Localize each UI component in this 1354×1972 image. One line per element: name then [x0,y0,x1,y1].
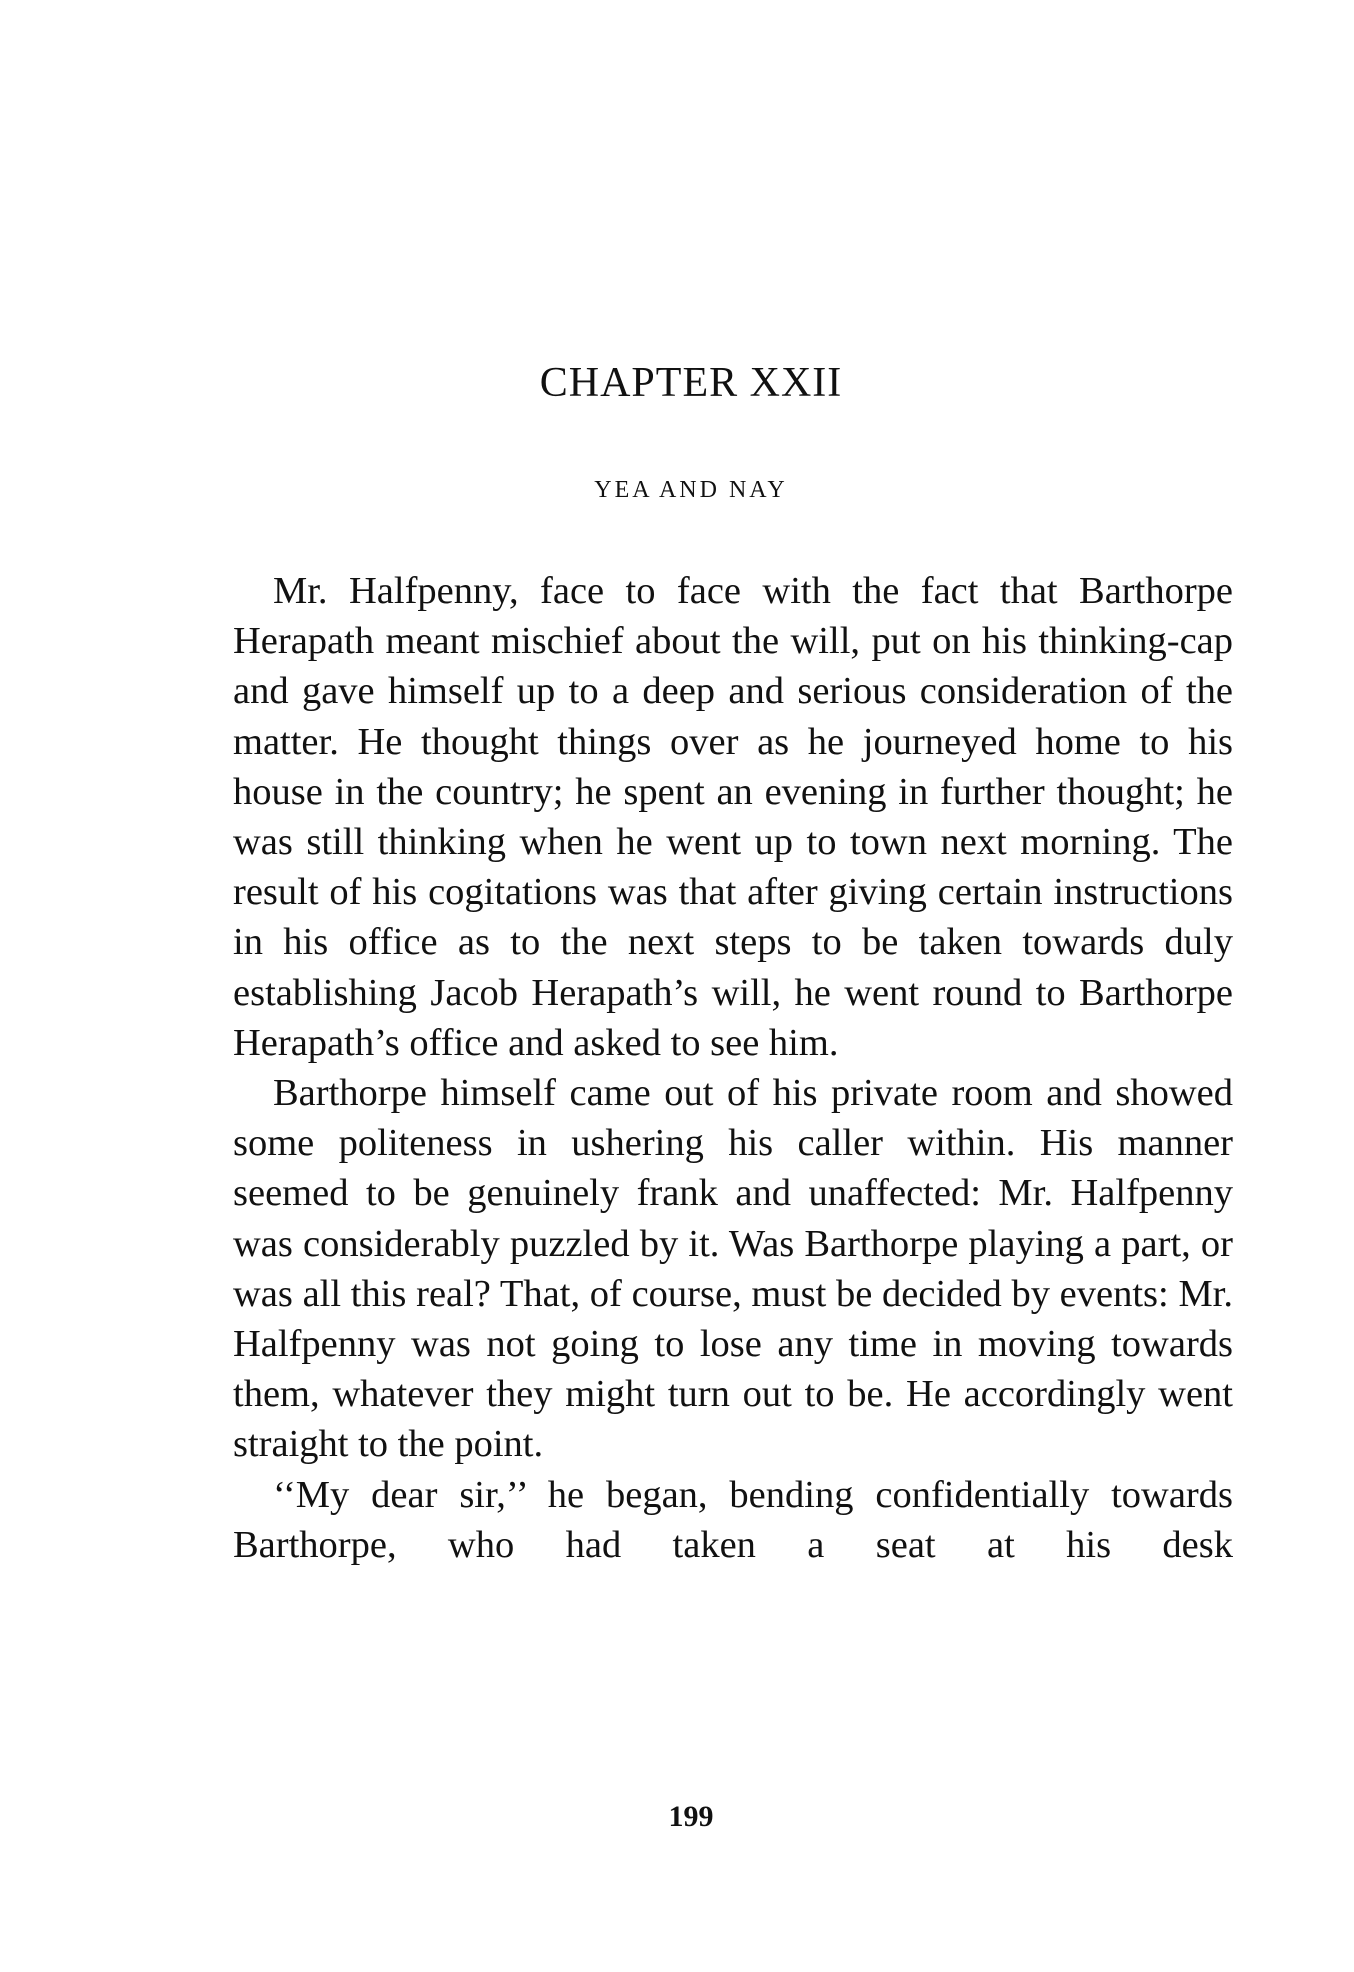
chapter-title: YEA AND NAY [594,477,788,503]
paragraph: ‘‘My dear sir,’’ he began, bending confidentially towards Barthorpe, who had taken a seat at his desk [233,1473,1233,1566]
chapter-number: CHAPTER XXII [539,360,843,406]
chapter-body [233,566,1233,1570]
paragraph: Mr. Halfpenny, face to face with the fact that Barthorpe Herapath meant mischief about the will, put on his thinking-cap and gave himself up to a deep and serious consideration of the matter. He thought things over as he journeyed home to his house in the country; he spent an evening in further thought; he was still thinking when he went up to town next morning. The result of his cogitations was that after giving certain instructions in his office as to the next steps to be taken towards duly establishing Jacob Herapath’s will, he went round to Barthorpe Herapath’s office and asked to see him. [233,570,1233,1064]
paragraph: Barthorpe himself came out of his private room and showed some politeness in ushering his caller within. His manner seemed to be genuinely frank and unaffected: Mr. Halfpenny was considerably puzzled by it. Was Barthorpe playing a part, or was all this real? That, of course, must be decided by events: Mr. Halfpenny was not going to lose any time in moving towards them, whatever they might turn out to be. He accordingly went straight to the point. [233,1072,1233,1466]
page-number: 199 [668,1800,714,1833]
